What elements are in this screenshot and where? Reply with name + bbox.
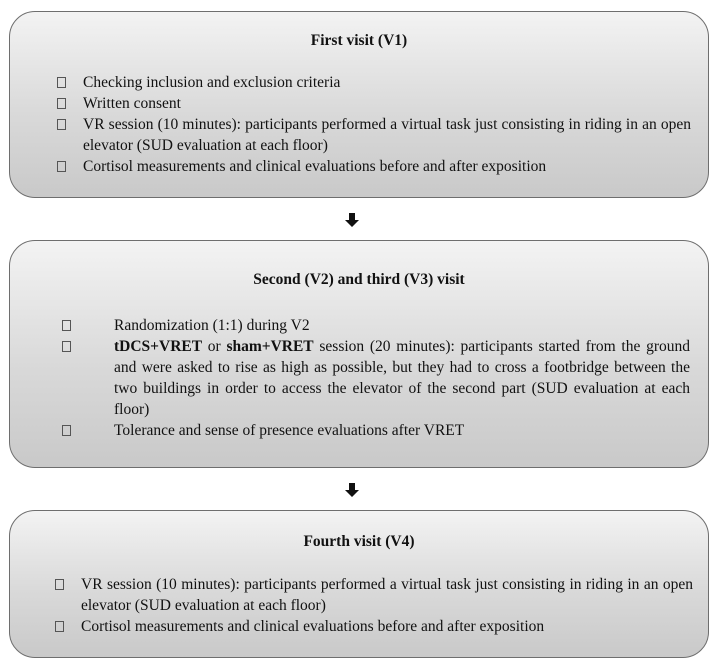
second-third-visit-title: Second (V2) and third (V3) visit <box>253 271 465 288</box>
tdcs-vret-label: tDCS+VRET <box>114 338 203 355</box>
list-item: Randomization (1:1) during V2 <box>114 315 690 336</box>
down-arrow-icon <box>344 482 360 498</box>
list-item: VR session (10 minutes): participants performed a virtual task just consisting in riding in an open elevator (SUD evaluation at each floor) <box>83 114 691 156</box>
list-item: tDCS+VRET or sham+VRET session (20 minutes): participants started from the ground and were asked to rise as high as possible, but they had to cross a footbridge between the two buildings in order to access the elevator of the second part (SUD evaluation at each floor) <box>114 336 690 420</box>
checkbox-bullet-icon <box>55 579 64 590</box>
second-third-visit-list <box>114 315 690 441</box>
list-item: Tolerance and sense of presence evaluations after VRET <box>114 420 690 441</box>
checkbox-bullet-icon <box>57 161 66 172</box>
list-item: Cortisol measurements and clinical evaluations before and after exposition <box>83 156 691 177</box>
fourth-visit-list <box>81 574 693 637</box>
first-visit-box <box>9 11 709 198</box>
list-item: Cortisol measurements and clinical evaluations before and after exposition <box>81 616 693 637</box>
list-item: Written consent <box>83 93 691 114</box>
list-item: Checking inclusion and exclusion criteria <box>83 72 691 93</box>
checkbox-bullet-icon <box>57 77 66 88</box>
fourth-visit-box <box>9 510 709 658</box>
checkbox-bullet-icon <box>55 621 64 632</box>
checkbox-bullet-icon <box>57 98 66 109</box>
first-visit-title: First visit (V1) <box>310 32 408 49</box>
first-visit-list <box>83 72 691 177</box>
sham-vret-label: sham+VRET <box>226 338 314 355</box>
second-third-visit-box <box>9 240 709 468</box>
checkbox-bullet-icon <box>62 425 71 436</box>
checkbox-bullet-icon <box>57 119 66 130</box>
list-item: VR session (10 minutes): participants performed a virtual task just consisting in riding in an open elevator (SUD evaluation at each floor) <box>81 574 693 616</box>
fourth-visit-title: Fourth visit (V4) <box>303 533 415 550</box>
checkbox-bullet-icon <box>62 341 71 352</box>
checkbox-bullet-icon <box>62 320 71 331</box>
down-arrow-icon <box>344 212 360 228</box>
